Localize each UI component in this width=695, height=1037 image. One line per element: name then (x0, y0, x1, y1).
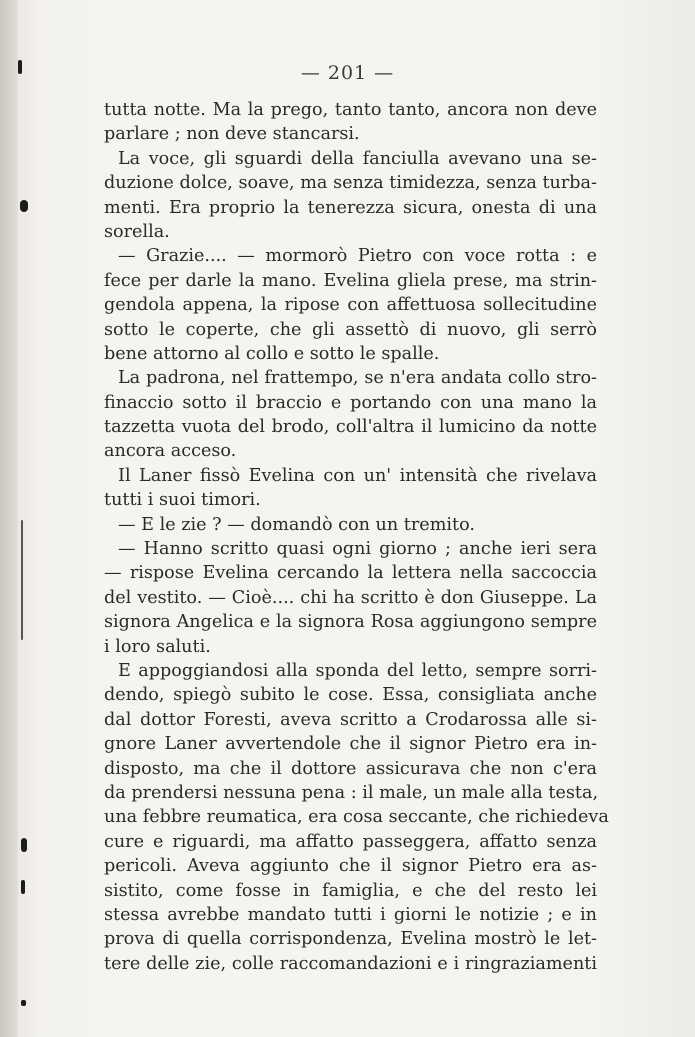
text-line: dendo, spiegò subito le cose. Essa, consigliata anche (104, 685, 597, 706)
body-text (104, 98, 609, 976)
text-line: duzione dolce, soave, ma senza timidezza, senza turba- (104, 173, 597, 194)
text-line: tutta notte. Ma la prego, tanto tanto, ancora non deve (104, 100, 597, 120)
text-line: gnore Laner avvertendole che il signor Pietro era in- (104, 734, 597, 755)
text-line: disposto, ma che il dottore assicurava che non c'era (104, 758, 597, 779)
page-number: — 201 — (300, 62, 395, 84)
text-line: — Grazie.... — mormorò Pietro con voce rotta : e (118, 246, 597, 267)
text-line: da prendersi nessuna pena : il male, un male alla testa, (104, 782, 599, 803)
text-line: La padrona, nel frattempo, se n'era andata collo stro- (118, 368, 597, 389)
text-line: tere delle zie, colle raccomandazioni e i ringraziamenti (104, 953, 597, 974)
text-line: stessa avrebbe mandato tutti i giorni le notizie ; e in (104, 904, 597, 925)
text-line: — Hanno scritto quasi ogni giorno ; anche ieri sera (118, 539, 597, 560)
text-line: bene attorno al collo e sotto le spalle. (104, 343, 440, 364)
text-line: Il Laner fissò Evelina con un' intensità che rivelava (118, 465, 597, 486)
text-line: prova di quella corrispondenza, Evelina mostrò le let- (104, 929, 597, 950)
text-line: i loro saluti. (104, 636, 211, 657)
text-line: E appoggiandosi alla sponda del letto, sempre sorri- (118, 660, 597, 681)
text-line: — E le zie ? — domandò con un tremito. (118, 514, 475, 535)
text-line: sotto le coperte, che gli assettò di nuovo, gli serrò (104, 319, 597, 340)
text-line: cure e riguardi, ma affatto passeggera, affatto senza (104, 831, 597, 852)
text-line: fece per darle la mano. Evelina gliela prese, ma strin- (104, 270, 597, 291)
text-line: finaccio sotto il braccio e portando con una mano la (104, 392, 597, 413)
text-line: ancora acceso. (104, 441, 237, 462)
scan-mark (20, 200, 28, 212)
text-line: gendola appena, la ripose con affettuosa sollecitudine (104, 295, 597, 316)
text-line: del vestito. — Cioè.... chi ha scritto è don Giuseppe. La (104, 587, 597, 608)
text-line: — rispose Evelina cercando la lettera nella saccoccia (104, 563, 597, 584)
text-line: parlare ; non deve stancarsi. (104, 124, 360, 145)
text-line: dal dottor Foresti, aveva scritto a Crodarossa alle si- (104, 709, 597, 730)
text-line: sorella. (104, 221, 170, 242)
text-line: menti. Era proprio la tenerezza sicura, onesta di una (104, 197, 597, 218)
text-line: sistito, come fosse in famiglia, e che del resto lei (104, 880, 597, 901)
text-line: pericoli. Aveva aggiunto che il signor Pietro era as- (104, 856, 597, 877)
text-line: una febbre reumatica, era cosa seccante, che richiedeva (104, 807, 609, 828)
scan-mark (21, 1000, 26, 1006)
text-line: tazzetta vuota del brodo, coll'altra il lumicino da notte (104, 417, 597, 438)
text-line: signora Angelica e la signora Rosa aggiungono sempre (104, 612, 597, 633)
text-line: La voce, gli sguardi della fanciulla avevano una se- (118, 148, 597, 169)
text-line: tutti i suoi timori. (104, 490, 261, 511)
scan-mark (21, 838, 27, 852)
scan-mark (21, 880, 25, 894)
scan-mark (21, 520, 23, 640)
page-gutter-shadow (0, 0, 18, 1037)
